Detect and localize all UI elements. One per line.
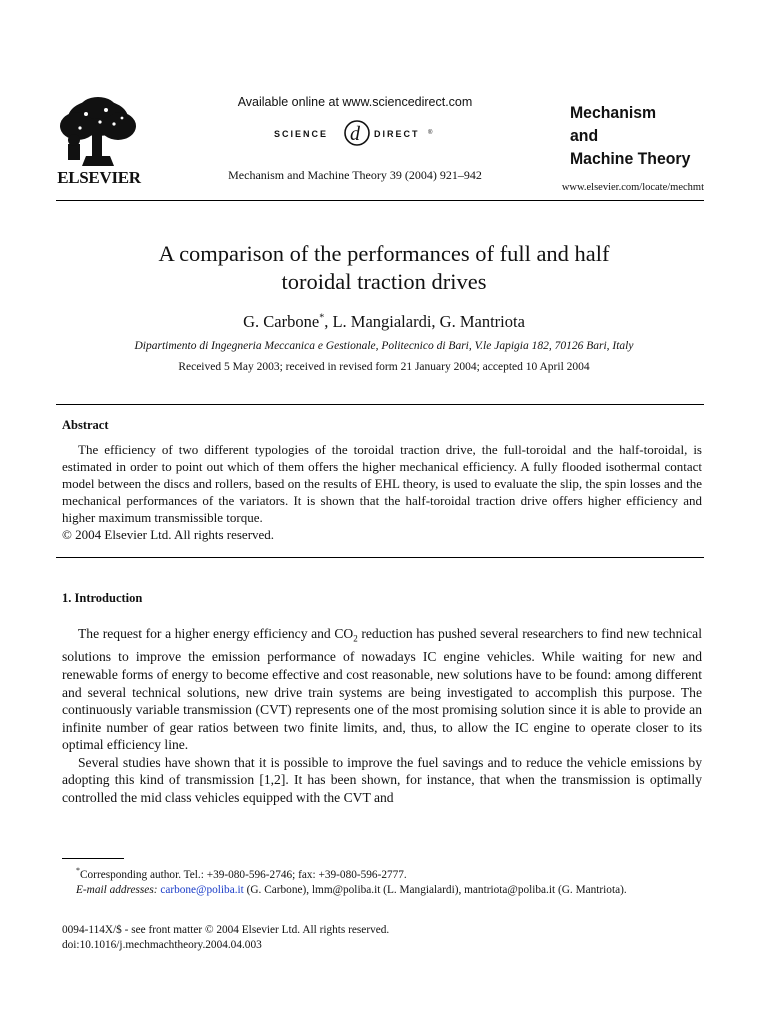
intro-paragraph-2: Several studies have shown that it is possible to improve the fuel savings and to reduce the vehicle emissions by adopting this kind of transmission [1,2]. It has been shown, for instance, that when the transmission is optimally controlled the mid class vehicles equipped with the CVT and [62, 754, 702, 806]
email-link-carbone[interactable]: carbone@poliba.it [160, 883, 244, 896]
journal-title-line1: Mechanism [570, 103, 657, 122]
footnote-emails: E-mail addresses: carbone@poliba.it (G. Carbone), lmm@poliba.it (L. Mangialardi), mantriota@poliba.it (G. Mantriota). [76, 883, 627, 896]
available-online-text: Available online at www.sciencedirect.com [237, 95, 473, 109]
corresponding-mark[interactable]: * [319, 312, 325, 324]
introduction-body [62, 625, 702, 807]
title-line-2: toroidal traction drives [281, 269, 487, 294]
intro-paragraph-1: The request for a higher energy efficiency and $CO_2$ reduction has pushed several researchers to find new technical solutions to improve the emission performance of nowadays IC engine vehicles. While waiting for new and renewable forms of energy to become effective and cost reasonable, new solutions have to be found: among different and several technical solutions, new drive train systems are being investigated to accomplish this purpose. The continuously variable transmission (CVT) represents one of the most promising solution since it is able to provide an infinite number of gear ratios between two finite limits, and, thus, to allow the IC engine to operate closer to its optimal efficiency line. [62, 626, 702, 753]
footnote-rule [62, 858, 124, 859]
sd-left-word: SCIENCE [274, 129, 329, 139]
footnote-corresponding: *Corresponding author. Tel.: +39-080-596-2746; fax: +39-080-596-2777. [76, 866, 407, 881]
sciencedirect-logo [268, 118, 448, 148]
journal-title [570, 101, 710, 170]
journal-citation: Mechanism and Machine Theory 39 (2004) 921–942 [228, 168, 482, 182]
received-dates: Received 5 May 2003; received in revised form 21 January 2004; accepted 10 April 2004 [178, 361, 590, 373]
author-list [90, 312, 678, 332]
author-carbone: G. Carbone [243, 312, 320, 331]
doi-line[interactable]: doi:10.1016/j.mechmachtheory.2004.04.003 [62, 939, 262, 951]
section-heading-introduction: 1. Introduction [62, 591, 143, 605]
svg-text:d: d [350, 123, 360, 145]
abstract-copyright: © 2004 Elsevier Ltd. All rights reserved. [62, 527, 275, 542]
front-matter [62, 923, 702, 953]
abstract-bottom-rule [56, 557, 704, 558]
affiliation: Dipartimento di Ingegneria Meccanica e Gestionale, Politecnico di Bari, V.le Japigia 182, 70126 Bari, Italy [134, 340, 634, 352]
abstract-text: The efficiency of two different typologies of the toroidal traction drive, the full-toroidal and the half-toroidal, is estimated in order to point out which of them offers the higher mechanical efficiency. A fully flooded isothermal contact model between the discs and rollers, based on the results of EHL theory, is used to evaluate the slip, the spin losses and the mechanical performances of the variators. It is shown that the half-toroidal traction drive offers higher efficiency and higher maximum transmissible torque. [62, 442, 702, 525]
abstract-body [62, 441, 702, 543]
sd-right-word: DIRECT [374, 129, 420, 139]
email-link-mangialardi[interactable]: lmm@poliba.it [311, 883, 381, 896]
publisher-name: ELSEVIER [57, 168, 141, 187]
footnote [62, 863, 702, 898]
journal-title-line3: Machine Theory [570, 149, 691, 168]
title-line-1: A comparison of the performances of full and half [158, 241, 610, 266]
issn-line: 0094-114X/$ - see front matter © 2004 Elsevier Ltd. All rights reserved. [62, 924, 390, 936]
article-title [90, 240, 678, 296]
other-authors: , L. Mangialardi, G. Mantriota [324, 312, 525, 331]
abstract-heading: Abstract [62, 418, 109, 432]
abstract-top-rule [56, 404, 704, 405]
header-rule [56, 200, 704, 201]
journal-title-line2: and [570, 126, 599, 145]
journal-url[interactable]: www.elsevier.com/locate/mechmt [561, 182, 704, 193]
sd-registered-mark: ® [428, 130, 433, 136]
email-link-mantriota[interactable]: mantriota@poliba.it [464, 883, 556, 896]
